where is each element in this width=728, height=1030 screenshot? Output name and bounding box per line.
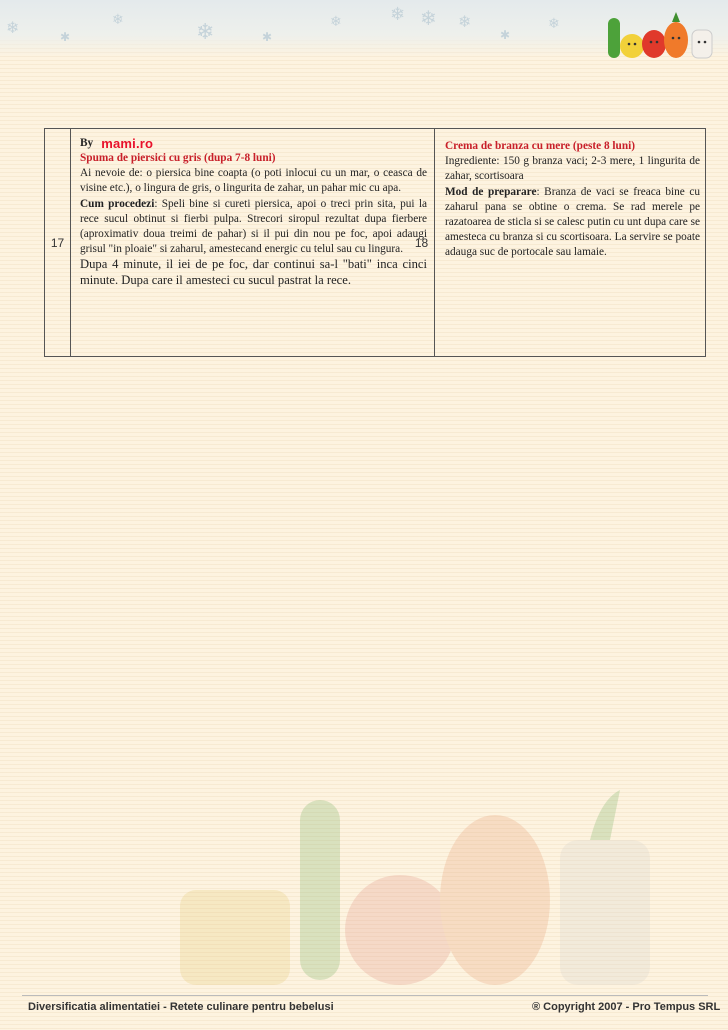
recipe-final-step: Dupa 4 minute, il iei de pe foc, dar continui sa-l "bati" inca cinci minute. Dupa care il amesteci cu sucul pastrat la rece. <box>80 257 427 288</box>
method-text: : Speli bine si cureti piersica, apoi o treci prin sita, pui la rece sucul obtinut si fierbi pulpa. Strecori siropul rezultat dupa fierbere (aproximativ doua treimi de pahar) si il pui din nou pe foc, apoi adaugi grisul "in ploaie" si zaharul, amestecand energic cu telul sau cu lingura. <box>80 197 427 256</box>
recipe-title: Crema de branza cu mere (peste 8 luni) <box>445 140 636 152</box>
method-text: : Branza de vaci se freaca bine cu zaharul pana se obtine o crema. Se rad merele pe razatoarea de sticla si se calesc putin cu unt dupa care se amesteca cu branza si cu scortisoara. La servire se poate adauga suc de portocale sau lamaie. <box>445 185 700 259</box>
recipe-cell-17 <box>71 129 435 356</box>
snowflake-icon: ❄ <box>458 12 472 31</box>
snowflake-icon: ❄ <box>6 18 20 37</box>
snowflake-icon: ❄ <box>330 14 342 30</box>
snowflake-icon: ✱ <box>60 30 71 44</box>
snowflake-icon: ✱ <box>500 28 511 42</box>
recipe-number: 18 <box>409 129 435 356</box>
recipe-method <box>445 185 700 261</box>
recipe-number: 17 <box>45 129 71 356</box>
method-label: Mod de preparare <box>445 185 537 198</box>
method-label: Cum procedezi <box>80 197 155 210</box>
recipe-method <box>80 197 427 258</box>
vegetable-characters-decoration <box>150 780 670 990</box>
snowflake-icon: ❄ <box>390 4 406 25</box>
snowflake-icon: ✱ <box>262 30 273 44</box>
recipe-cell-18 <box>435 129 707 356</box>
snowflake-icon: ❄ <box>196 20 215 45</box>
footer-divider <box>22 995 708 996</box>
vegetable-characters-decoration <box>604 4 722 60</box>
recipe-title: Spuma de piersici cu gris (dupa 7-8 luni) <box>80 152 276 164</box>
by-line <box>80 137 427 151</box>
snowflake-icon: ❄ <box>112 12 124 28</box>
snowflake-icon: ❄ <box>420 6 437 30</box>
footer-title: Diversificatia alimentatiei - Retete culinare pentru bebelusi <box>28 1001 334 1013</box>
recipes-table <box>44 128 706 357</box>
snowflake-icon: ❄ <box>548 16 560 32</box>
by-label: By <box>80 137 94 150</box>
footer-copyright: ® Copyright 2007 - Pro Tempus SRL <box>532 1001 721 1013</box>
recipe-ingredients: Ingrediente: 150 g branza vaci; 2-3 mere, 1 lingurita de zahar, scortisoara <box>445 155 700 183</box>
recipe-ingredients: Ai nevoie de: o piersica bine coapta (o poti inlocui cu un mar, o ceasca de visine etc.), o lingura de gris, o lingurita de zahar, un pahar mic cu apa. <box>80 167 427 195</box>
mami-ro-logo: mami.ro <box>101 136 154 152</box>
